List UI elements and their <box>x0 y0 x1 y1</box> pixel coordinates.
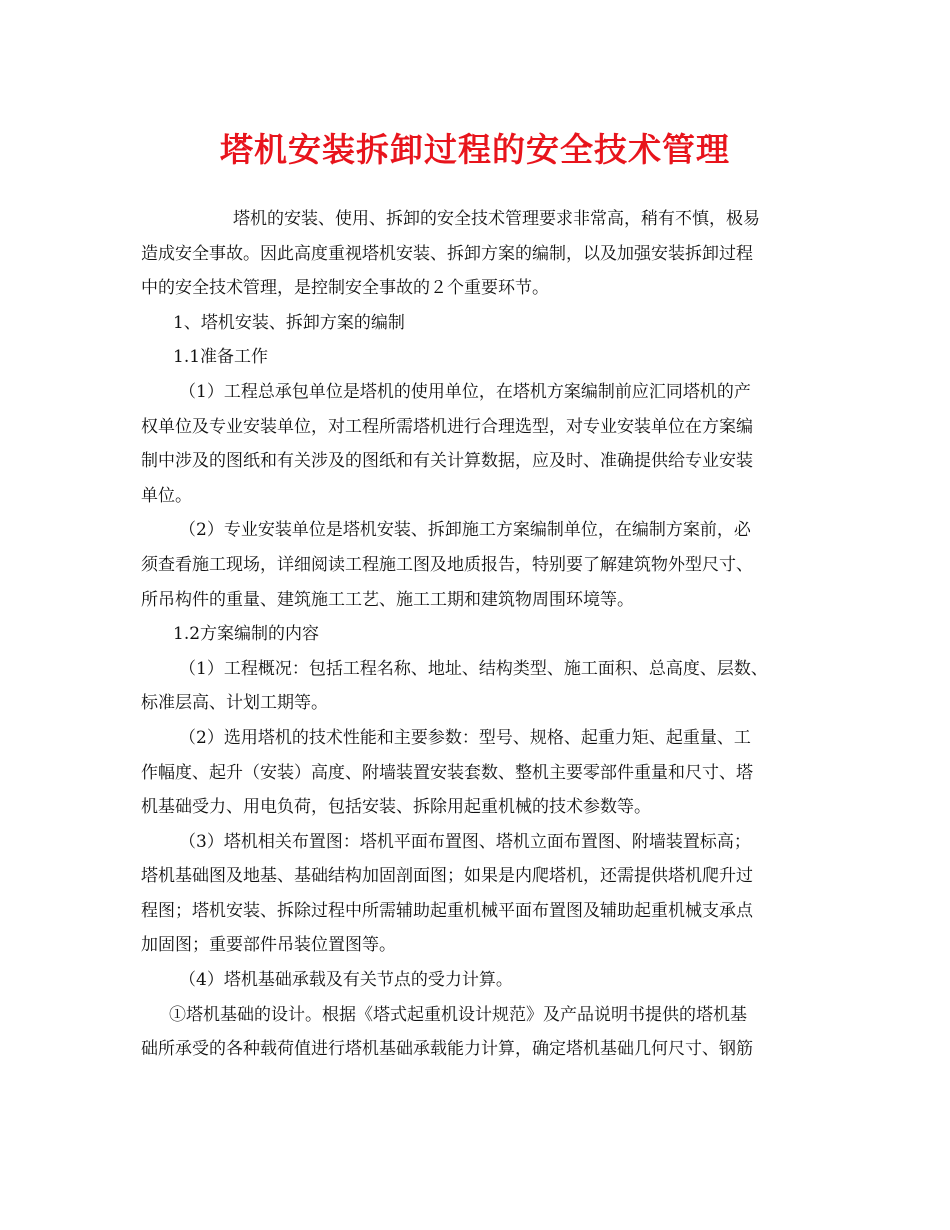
text-line: 作幅度、起升（安装）高度、附墙装置安装套数、整机主要零部件重量和尺寸、塔 <box>141 762 753 783</box>
text-line: 1、塔机安装、拆卸方案的编制 <box>173 312 405 333</box>
subsection-heading <box>141 340 823 375</box>
paragraph-item <box>141 721 823 825</box>
text-line: 塔机的安装、使用、拆卸的安全技术管理要求非常高，稍有不慎，极易 <box>233 209 760 229</box>
text-line: 1.2方案编制的内容 <box>173 624 320 645</box>
paragraph-item <box>141 513 823 617</box>
text-line: 塔机基础图及地基、基础结构加固剖面图；如果是内爬塔机，还需提供塔机爬升过 <box>141 866 753 887</box>
text-line: ①塔机基础的设计。根据《塔式起重机设计规范》及产品说明书提供的塔机基 <box>169 1004 747 1025</box>
text-line: （4）塔机基础承载及有关节点的受力计算。 <box>179 970 513 991</box>
text-line: （1）工程概况：包括工程名称、地址、结构类型、施工面积、总高度、层数、 <box>179 658 768 679</box>
text-line: 程图；塔机安装、拆除过程中所需辅助起重机械平面布置图及辅助起重机械支承点 <box>141 900 753 921</box>
text-line: 单位。 <box>141 485 192 506</box>
paragraph-item <box>141 825 823 963</box>
text-line: 1.1准备工作 <box>173 347 269 368</box>
subsection-heading <box>141 617 823 652</box>
text-line: 须查看施工现场，详细阅读工程施工图及地质报告，特别要了解建筑物外型尺寸、 <box>141 554 753 575</box>
text-line: 所吊构件的重量、建筑施工工艺、施工工期和建筑物周围环境等。 <box>141 589 634 610</box>
text-line: （2）专业安装单位是塔机安装、拆卸施工方案编制单位，在编制方案前，必 <box>179 520 751 541</box>
paragraph-item <box>141 998 823 1067</box>
paragraph-item <box>141 963 823 998</box>
text-line: 机基础受力、用电负荷，包括安装、拆除用起重机械的技术参数等。 <box>141 797 651 818</box>
paragraph-item <box>141 375 823 513</box>
text-line: 造成安全事故。因此高度重视塔机安装、拆卸方案的编制，以及加强安装拆卸过程 <box>141 243 753 264</box>
paragraph-intro <box>141 202 823 306</box>
text-line: 标准层高、计划工期等。 <box>141 693 328 714</box>
text-line: （1）工程总承包单位是塔机的使用单位，在塔机方案编制前应汇同塔机的产 <box>179 381 751 402</box>
text-line: 权单位及专业安装单位，对工程所需塔机进行合理选型，对专业安装单位在方案编 <box>141 416 753 437</box>
text-line: 础所承受的各种载荷值进行塔机基础承载能力计算，确定塔机基础几何尺寸、钢筋 <box>141 1039 753 1060</box>
text-line: （2）选用塔机的技术性能和主要参数：型号、规格、起重力矩、起重量、工 <box>179 727 751 748</box>
text-line: 加固图；重要部件吊装位置图等。 <box>141 935 396 956</box>
document-title: 塔机安装拆卸过程的安全技术管理 <box>220 130 730 169</box>
section-heading <box>141 306 823 341</box>
document-body <box>141 202 823 1067</box>
text-line: 制中涉及的图纸和有关涉及的图纸和有关计算数据，应及时、准确提供给专业安装 <box>141 451 753 472</box>
text-line: 中的安全技术管理，是控制安全事故的２个重要环节。 <box>141 278 549 299</box>
paragraph-item <box>141 652 823 721</box>
text-line: （3）塔机相关布置图：塔机平面布置图、塔机立面布置图、附墙装置标高； <box>179 831 751 852</box>
